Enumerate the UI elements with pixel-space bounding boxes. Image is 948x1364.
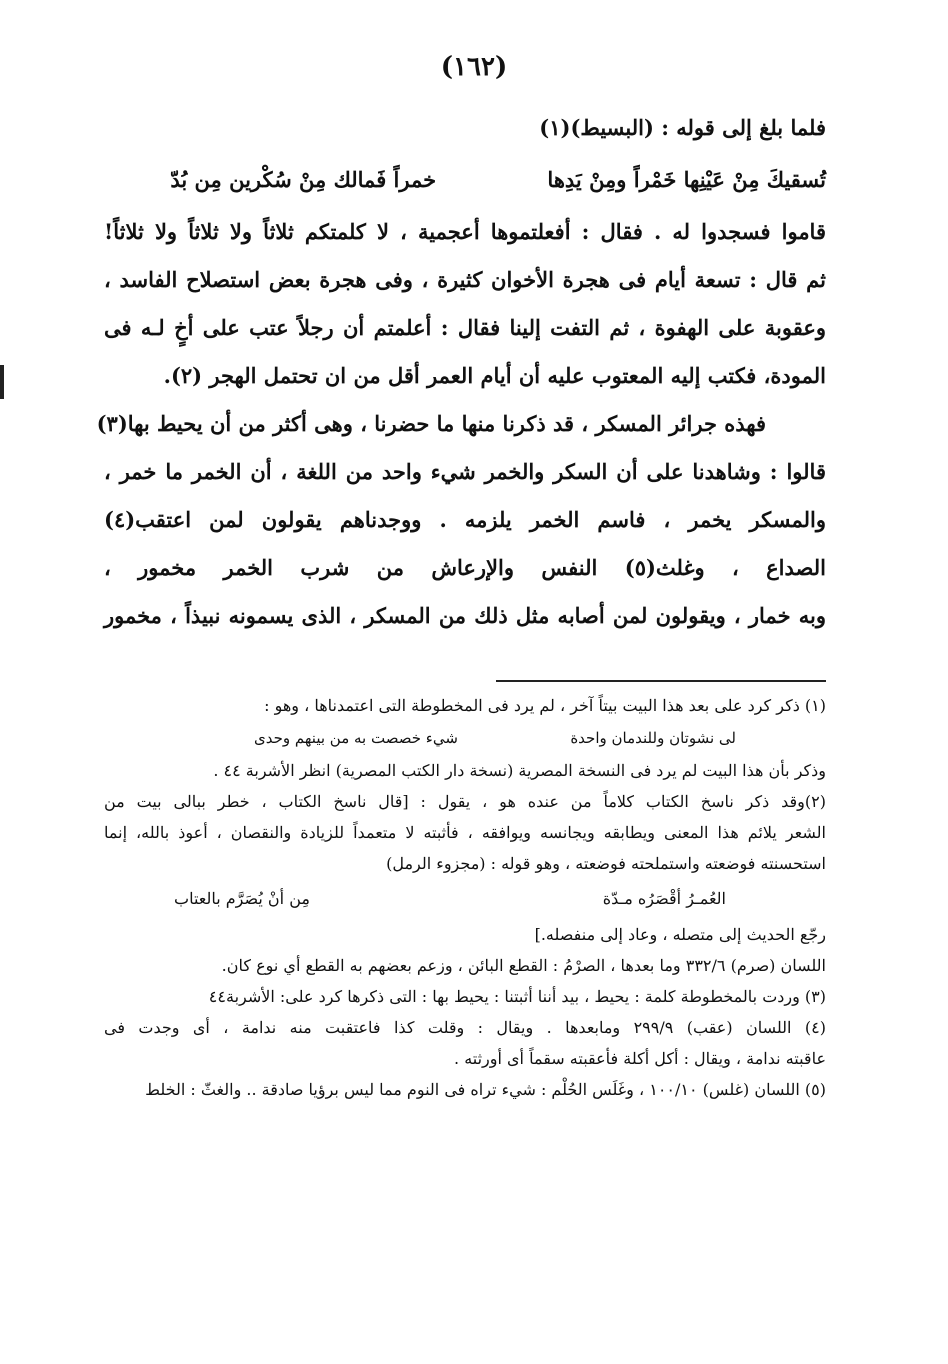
body-line: قاموا فسجدوا له . فقال : أفعلتموها أعجمية ، لا كلمتكم ثلاثاً ولا ثلاثاً ولا ثلاثاً!	[104, 219, 826, 244]
footnote-1: (١) ذكر كرد على بعد هذا البيت بيتاً آخر ، لم يرد فى المخطوطة التى اعتمدناها ، وهو :	[264, 696, 826, 715]
footnote-1-continued: وذكر بأن هذا البيت لم يرد فى النسخة المصرية (نسخة دار الكتب المصرية) انظر الأشربة ٤٤ .	[213, 761, 826, 780]
body-line: ثم قال : تسعة أيام فى هجرة الأخوان كثيرة ، وفى هجرة بعض استصلاح الفاسد ،	[104, 267, 826, 292]
footnote-2-verse-second: مِن أنْ يُصَرَّم بالعتاب	[174, 889, 310, 908]
body-line: وعقوبة على الهفوة ، ثم التفت إلينا فقال : أعلمتم أن رجلاً عتب على أخٍ لـه فى	[104, 315, 826, 340]
footnote-1-verse	[104, 721, 826, 755]
footnotes	[104, 690, 826, 1105]
footnote-2-line: رجّع الحديث إلى متصله ، وعاد إلى منفصله.]	[534, 925, 826, 944]
footnote-2: (٢)وقد ذكر ناسخ الكتاب كلاماً من عنده هو ، يقول : [قال ناسخ الكتاب ، خطر ببالى بيت من	[104, 792, 826, 811]
body-line: والمسكر يخمر ، فاسم الخمر يلزمه . ووجدناهم يقولون لمن اعتقب(٤)	[104, 507, 826, 532]
footnote-3: (٣) وردت بالمخطوطة كلمة : يحيط ، بيد أننا أثبتنا : يحيط بها : التى ذكرها كرد على: الأشربة٤٤	[208, 987, 826, 1006]
poem-verse	[104, 152, 826, 208]
footnote-2-line: الشعر يلائم هذا المعنى ويطابقه ويجانسه ويوافقه ، فأثبته لا متعمداً للزيادة والنقصان ، أعوذ بالله، إنما	[104, 823, 826, 842]
scan-edge-mark	[0, 365, 4, 399]
footnote-4: (٤) اللسان (عقب) ٢٩٩/٩ ومابعدها . ويقال : وقلت كذا فاعتقبت منه ندامة ، أى وجدت فى	[104, 1018, 826, 1037]
footnote-1-verse-first: لى نشوتان وللندمان واحدة	[570, 729, 736, 747]
footnote-2-line: اللسان (صرم) ٣٣٢/٦ وما بعدها ، الصرْمُ : القطع البائن ، وزعم بعضهم به القطع أي نوع كان.	[221, 956, 826, 975]
footnote-5: (٥) اللسان (غلس) ١٠٠/١٠ ، وغَلَس الحُلْم : شيء تراه فى النوم مما ليس برؤيا صادقة .. والغثّ : الخلط	[145, 1080, 826, 1099]
body-line: فهذه جرائر المسكر ، قد ذكرنا منها ما حضرنا ، وهى أكثر من أن يحيط بها(٣)	[96, 411, 766, 436]
footnote-2-line: استحسنته فوضعته واستملحته فوضعته ، وهو قوله : (مجزوء الرمل)	[386, 854, 826, 873]
body-line: المودة، فكتب إليه المعتوب عليه أن أيام العمر أقل من ان تحتمل الهجر (٢).	[163, 363, 826, 388]
body-line: وبه خمار ، ويقولون لمن أصابه مثل ذلك من المسكر ، الذى يسمونه نبيذاً ، مخمور	[104, 603, 826, 628]
verse-first-hemistich: تُسقيكَ مِنْ عَيْنِها خَمْراً ومِنْ يَدِها	[547, 167, 826, 192]
page-number: (١٦٢)	[440, 52, 508, 82]
body-line: قالوا : وشاهدنا على أن السكر والخمر شيء واحد من اللغة ، أن الخمر ما خمر ،	[104, 459, 826, 484]
body-line: الصداع ، وغلث(٥) النفس والإرعاش من شرب الخمر مخمور ،	[104, 555, 826, 580]
verse-second-hemistich: خمراً فَمالك مِنْ سُكْرين مِن بُدّ	[170, 167, 437, 192]
main-text	[96, 104, 826, 640]
footnote-4-line: عاقبته ندامة ، ويقال : أكل أكلة فأعقبته سقماً أى أورثته .	[454, 1049, 826, 1068]
footnote-2-verse	[104, 879, 826, 919]
footnote-2-verse-first: العُمـرُ أقْصَرُه مـدّة	[602, 889, 726, 908]
footnote-divider	[496, 680, 826, 682]
intro-line: فلما بلغ إلى قوله : (البسيط)(١)	[539, 115, 826, 140]
footnote-1-verse-second: شيء خصصت به من بينهم وحدى	[254, 729, 458, 747]
